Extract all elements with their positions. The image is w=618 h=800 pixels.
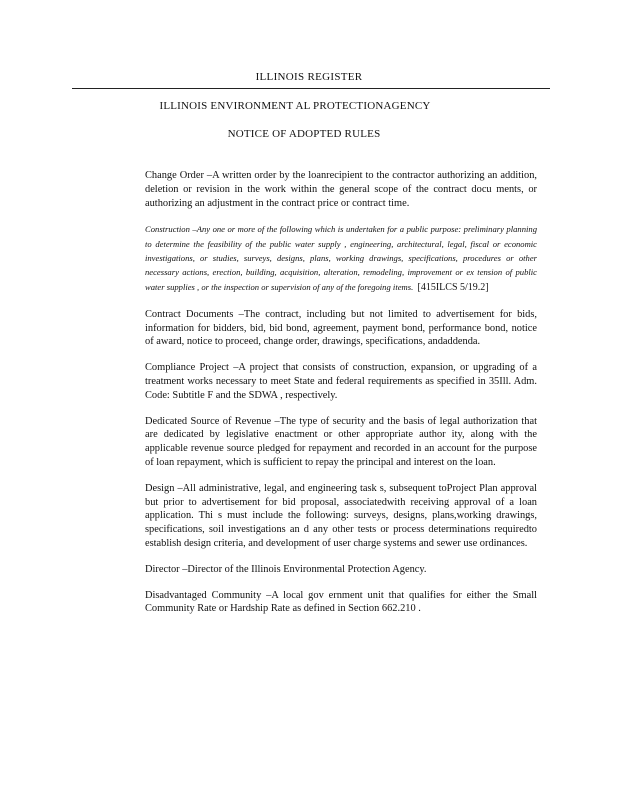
statute-citation: [415ILCS 5/19.2] (417, 281, 489, 293)
notice-heading: NOTICE OF ADOPTED RULES (227, 128, 381, 140)
definitions-body (145, 169, 537, 628)
register-title: ILLINOIS REGISTER (255, 71, 363, 83)
definition-construction (145, 222, 537, 294)
definition-change-order: Change Order –A written order by the loanrecipient to the contractor authorizing an addition, deletion or revision in the work within the general scope of the contract docu ments, or authorizing an adjustment in the contract price or contract time. (145, 170, 537, 209)
header-rule (72, 88, 550, 89)
definition-dedicated-source: Dedicated Source of Revenue –The type of security and the basis of legal authorization that are dedicated by legislative enactment or other appropriate author ity, along with the applicable revenue source pledged for repayment and recorded in an account for the purpose of loan repayment, which is sufficient to repay the principal and interest on the loan. (145, 415, 537, 469)
definition-contract-documents: Contract Documents –The contract, including but not limited to advertisement for bids, information for bidders, bid, bid bond, agreement, payment bond, performance bond, notice of award, notice to proceed, change order, drawings, specifications, andaddenda. (145, 308, 537, 348)
definition-disadvantaged-community: Disadvantaged Community –A local gov ernment unit that qualifies for either the Small Community Rate or Hardship Rate as defined in Section 662.210 . (145, 589, 537, 615)
definition-text: Construction –Any one or more of the following which is undertaken for a public purpose: preliminary planning to determine the feasibility of the public water supply , engineering, architectural, legal, fiscal or economic investigations, or studies, surveys, designs, plans, working drawings, specifications, procedures or other necessary actions, erection, building, acquisition, alteration, remodeling, improvement or ex tension of public water supplies , or the inspection or supervision of any of the foregoing items. (145, 224, 537, 292)
definition-director: Director –Director of the Illinois Environmental Protection Agency. (145, 563, 427, 575)
definition-design: Design –All administrative, legal, and engineering task s, subsequent toProject Plan approval but prior to advertisement for bid proposal, associatedwith receiving approval of a loan application. Thi s must include the following: surveys, designs, plans,working drawings, specifications, soil investigations an d any other tests or process determinations requiredto establish design criteria, and development of user charge systems and sewer use ordinances. (145, 482, 537, 550)
definition-compliance-project: Compliance Project –A project that consists of construction, expansion, or upgrading of a treatment works necessary to meet State and federal requirements as specified in 35Ill. Adm. Code: Subtitle F and the SDWA , respectively. (145, 362, 537, 401)
agency-name: ILLINOIS ENVIRONMENT AL PROTECTIONAGENCY (159, 100, 431, 112)
